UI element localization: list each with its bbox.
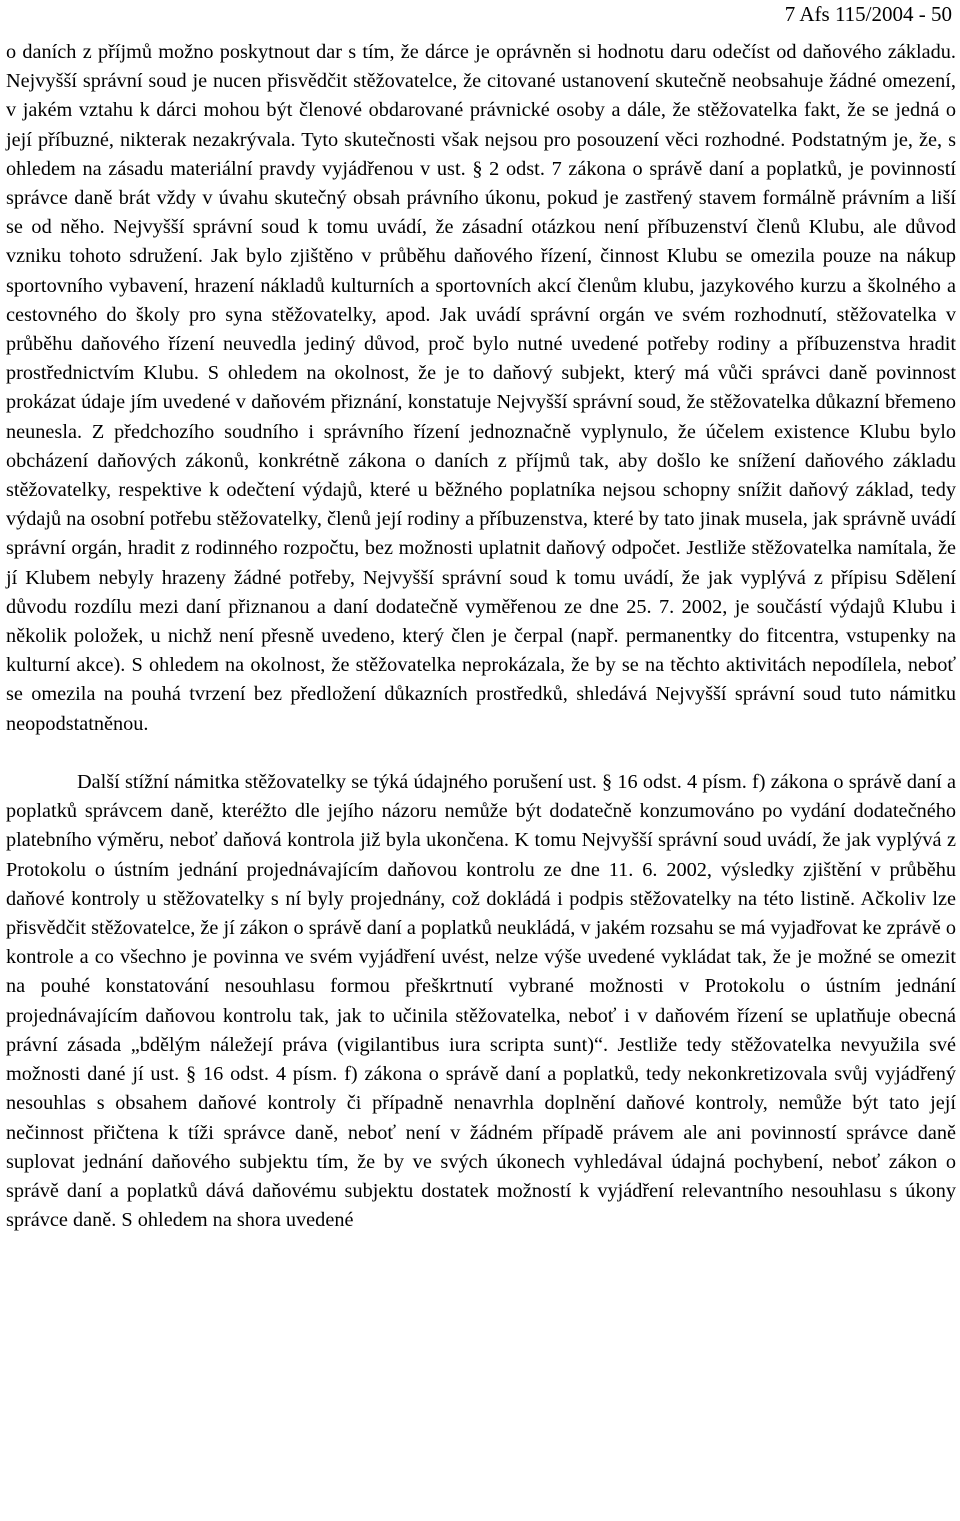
paragraph-continued: o daních z příjmů možno poskytnout dar s tím, že dárce je oprávněn si hodnotu daru odečíst od daňového základu. Nejvyšší správní soud je nucen přisvědčit stěžovatelce, že citované ustanovení skutečně neobsahuje žádné omezení, v jakém vztahu k dárci mohou být členové obdarované právnické osoby a dále, že stěžovatelka fakt, že se jedná o její příbuzné, nikterak nezakrývala. Tyto skutečnosti však nejsou pro posouzení věci rozhodné. Podstatným je, že, s ohledem na zásadu materiální pravdy vyjádřenou v ust. § 2 odst. 7 zákona o správě daní a poplatků, je povinností správce daně brát vždy v úvahu skutečný obsah právního úkonu, pokud je zastřený stavem formálně právním a liší se od něho. Nejvyšší správní soud k tomu uvádí, že zásadní otázkou není příbuzenství členů Klubu, ale důvod vzniku tohoto sdružení. Jak bylo zjištěno v průběhu daňového řízení, činnost Klubu se omezila pouze na nákup sportovního vybavení, hrazení nákladů kulturních a sportovních akcí členům klubu, jazykového kurzu a školného a cestovného do školy pro syna stěžovatelky, apod. Jak uvádí správní orgán ve svém rozhodnutí, stěžovatelka v průběhu daňového řízení neuvedla jediný důvod, proč bylo nutné uvedené potřeby rodiny a příbuzenstva hradit prostřednictvím Klubu. S ohledem na okolnost, že je to daňový subjekt, který má vůči správci daně povinnost prokázat údaje jím uvedené v daňovém přiznání, konstatuje Nejvyšší správní soud, že stěžovatelka důkazní břemeno neunesla. Z předchozího soudního i správního řízení jednoznačně vyplynulo, že účelem existence Klubu bylo obcházení daňových zákonů, konkrétně zákona o daních z příjmů tak, aby došlo ke snížení daňového základu stěžovatelky, respektive k odečtení výdajů, které u běžného poplatníka nejsou schopny snížit daňový základ, tedy výdajů na osobní potřebu stěžovatelky, členů její rodiny a příbuzenstva, které by tato jinak musela, jak správně uvádí správní orgán, hradit z rodinného rozpočtu, bez možnosti uplatnit daňový odpočet. Jestliže stěžovatelka namítala, že jí Klubem nebyly hrazeny žádné potřeby, Nejvyšší správní soud k tomu uvádí, že jak vyplývá z přípisu Sdělení důvodu rozdílu mezi daní přiznanou a daní dodatečně vyměřenou ze dne 25. 7. 2002, je součástí výdajů Klubu i několik položek, u nichž není přesně uvedeno, který člen je čerpal (např. permanentky do fitcentra, vstupenky na kulturní akce). S ohledem na okolnost, že stěžovatelka neprokázala, že by se na těchto aktivitách nepodílela, neboť se omezila na pouhá tvrzení bez předložení důkazních prostředků, shledává Nejvyšší správní soud tuto námitku neopodstatněnou.	[6, 41, 956, 735]
document-body	[6, 38, 956, 1235]
case-reference-header: 7 Afs 115/2004 - 50	[784, 2, 952, 26]
paragraph-objection-section-16: Další stížní námitka stěžovatelky se týká údajného porušení ust. § 16 odst. 4 písm. f) zákona o správě daní a poplatků správcem daně, kteréžto dle jejího názoru nemůže být dodatečně konzumováno po vydání dodatečného platebního výměru, neboť daňová kontrola již byla ukončena. K tomu Nejvyšší správní soud uvádí, že jak vyplývá z Protokolu o ústním jednání projednávajícím daňovou kontrolu ze dne 11. 6. 2002, výsledky zjištění v průběhu daňové kontroly u stěžovatelky s ní byly projednány, což dokládá i podpis stěžovatelky na této listině. Ačkoliv lze přisvědčit stěžovatelce, že jí zákon o správě daní a poplatků neukládá, v jakém rozsahu se má vyjadřovat ke zprávě o kontrole a co všechno je povinna ve svém vyjádření uvést, nelze výše uvedené vykládat tak, že je možné se omezit na pouhé konstatování nesouhlasu formou přeškrtnutí vybrané možnosti v Protokolu o ústním jednání projednávajícím daňovou kontrolu tak, jak to učinila stěžovatelka, neboť i v daňovém řízení se uplatňuje obecná právní zásada „bdělým náležejí práva (vigilantibus iura scripta sunt)“. Jestliže tedy stěžovatelka nevyužila své možnosti dané jí ust. § 16 odst. 4 písm. f) zákona o správě daní a poplatků, tedy nekonkretizovala svůj vyjádřený nesouhlas s obsahem daňové kontroly či případně nenavrhla doplnění daňové kontroly, nemůže být tato její nečinnost přičtena k tíži správce daně, neboť není v žádném případě právem ale ani povinností správce daně suplovat jednání daňového subjektu tím, že by ve svých úkonech vyhledával údajná pochybení, neboť zákon o správě daní a poplatků dává daňovému subjektu dostatek možností k vyjádření relevantního nesouhlasu s úkony správce daně. S ohledem na shora uvedené	[6, 771, 956, 1232]
